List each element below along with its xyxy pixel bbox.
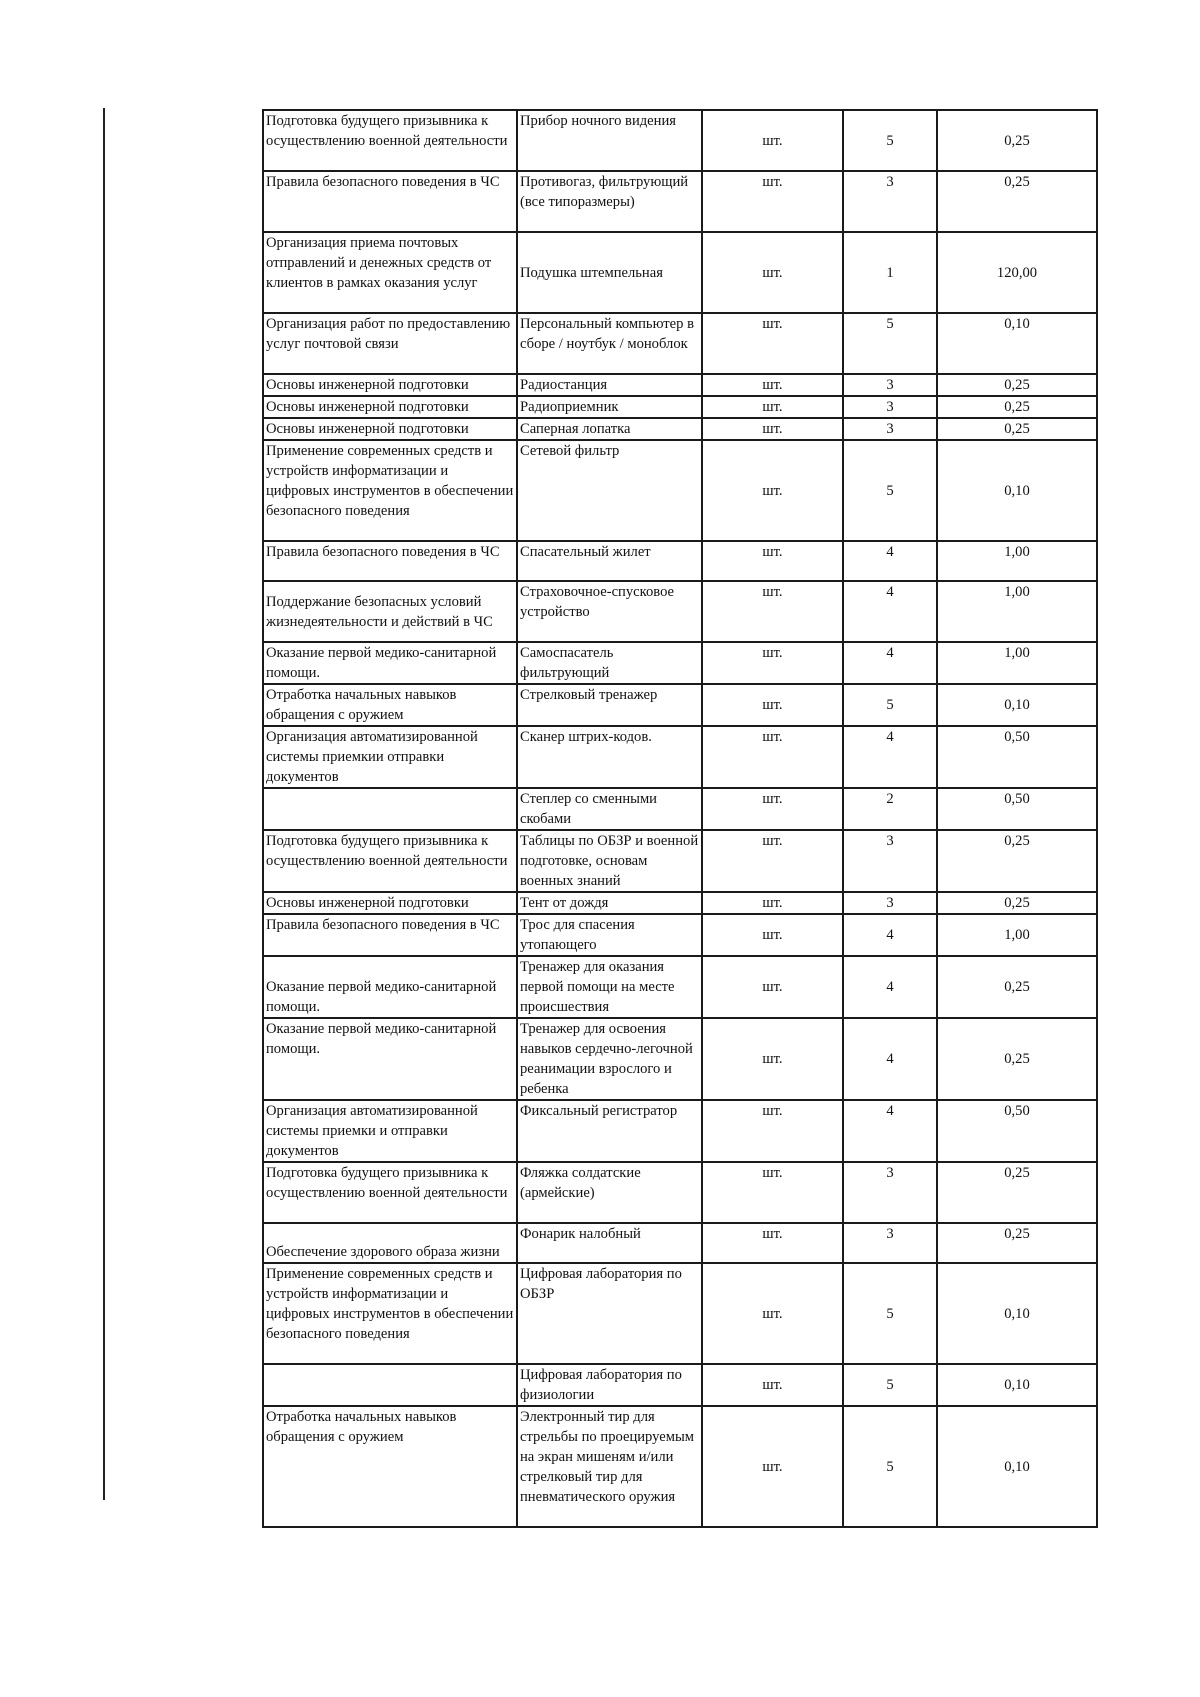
quantity-cell: 3 [843, 1223, 937, 1263]
unit-cell: шт. [702, 788, 843, 830]
rate-cell: 0,25 [937, 171, 1097, 232]
rate-cell: 0,50 [937, 1100, 1097, 1162]
quantity-cell: 1 [843, 232, 937, 313]
rate-cell: 0,50 [937, 788, 1097, 830]
unit-cell: шт. [702, 914, 843, 956]
item-name-cell: Степлер со сменными скобами [517, 788, 702, 830]
topic-cell: Оказание первой медико-санитарной помощи. [263, 642, 517, 684]
rate-cell: 0,10 [937, 1406, 1097, 1527]
unit-cell: шт. [702, 313, 843, 374]
table-row [263, 396, 1097, 418]
table-row [263, 892, 1097, 914]
unit-cell: шт. [702, 1364, 843, 1406]
topic-cell: Обеспечение здорового образа жизни [263, 1223, 517, 1263]
item-name-cell: Трос для спасения утопающего [517, 914, 702, 956]
topic-cell: Организация автоматизированной системы приемкии отправки документов [263, 726, 517, 788]
quantity-cell: 4 [843, 1100, 937, 1162]
table-row [263, 830, 1097, 892]
rate-cell: 0,25 [937, 110, 1097, 171]
quantity-cell: 5 [843, 1406, 937, 1527]
table-row [263, 684, 1097, 726]
quantity-cell: 5 [843, 1364, 937, 1406]
topic-cell [263, 1364, 517, 1406]
topic-cell: Подготовка будущего призывника к осуществлению военной деятельности [263, 830, 517, 892]
quantity-cell: 5 [843, 110, 937, 171]
unit-cell: шт. [702, 642, 843, 684]
item-name-cell: Самоспасатель фильтрующий [517, 642, 702, 684]
table-row [263, 1263, 1097, 1364]
item-name-cell: Фляжка солдатские (армейские) [517, 1162, 702, 1223]
unit-cell: шт. [702, 830, 843, 892]
table-row [263, 1100, 1097, 1162]
unit-cell: шт. [702, 1223, 843, 1263]
item-name-cell: Таблицы по ОБЗР и военной подготовке, основам военных знаний [517, 830, 702, 892]
topic-cell: Применение современных средств и устройств информатизации и цифровых инструментов в обеспечении безопасного поведения [263, 440, 517, 541]
equipment-table [262, 109, 1098, 1528]
item-name-cell: Радиоприемник [517, 396, 702, 418]
item-name-cell: Тренажер для оказания первой помощи на месте происшествия [517, 956, 702, 1018]
unit-cell: шт. [702, 171, 843, 232]
quantity-cell: 5 [843, 684, 937, 726]
quantity-cell: 4 [843, 914, 937, 956]
table-row [263, 642, 1097, 684]
table-row [263, 581, 1097, 642]
item-name-cell: Радиостанция [517, 374, 702, 396]
item-name-cell: Фонарик налобный [517, 1223, 702, 1263]
quantity-cell: 4 [843, 581, 937, 642]
rate-cell: 0,10 [937, 313, 1097, 374]
topic-cell: Организация автоматизированной системы приемки и отправки документов [263, 1100, 517, 1162]
table-row [263, 171, 1097, 232]
topic-cell: Основы инженерной подготовки [263, 418, 517, 440]
topic-cell: Основы инженерной подготовки [263, 892, 517, 914]
unit-cell: шт. [702, 1406, 843, 1527]
unit-cell: шт. [702, 110, 843, 171]
item-name-cell: Сетевой фильтр [517, 440, 702, 541]
table-row [263, 914, 1097, 956]
topic-cell: Организация работ по предоставлению услуг почтовой связи [263, 313, 517, 374]
table-row [263, 232, 1097, 313]
rate-cell: 0,10 [937, 1364, 1097, 1406]
table-row [263, 110, 1097, 171]
rate-cell: 1,00 [937, 914, 1097, 956]
unit-cell: шт. [702, 1263, 843, 1364]
table-row [263, 541, 1097, 581]
unit-cell: шт. [702, 726, 843, 788]
topic-cell: Применение современных средств и устройств информатизации и цифровых инструментов в обеспечении безопасного поведения [263, 1263, 517, 1364]
table-row [263, 313, 1097, 374]
page-margin-line [103, 108, 105, 1500]
table-row [263, 1223, 1097, 1263]
table-row [263, 956, 1097, 1018]
item-name-cell: Цифровая лаборатория по физиологии [517, 1364, 702, 1406]
item-name-cell: Тент от дождя [517, 892, 702, 914]
unit-cell: шт. [702, 1162, 843, 1223]
rate-cell: 0,10 [937, 1263, 1097, 1364]
quantity-cell: 3 [843, 396, 937, 418]
item-name-cell: Стрелковый тренажер [517, 684, 702, 726]
rate-cell: 0,25 [937, 418, 1097, 440]
rate-cell: 0,25 [937, 374, 1097, 396]
topic-cell: Отработка начальных навыков обращения с оружием [263, 1406, 517, 1527]
rate-cell: 0,25 [937, 1162, 1097, 1223]
topic-cell: Правила безопасного поведения в ЧС [263, 914, 517, 956]
unit-cell: шт. [702, 374, 843, 396]
rate-cell: 0,25 [937, 956, 1097, 1018]
rate-cell: 1,00 [937, 581, 1097, 642]
unit-cell: шт. [702, 684, 843, 726]
table-row [263, 374, 1097, 396]
unit-cell: шт. [702, 581, 843, 642]
topic-cell: Поддержание безопасных условий жизнедеятельности и действий в ЧС [263, 581, 517, 642]
quantity-cell: 3 [843, 892, 937, 914]
quantity-cell: 4 [843, 642, 937, 684]
item-name-cell: Страховочное-спусковое устройство [517, 581, 702, 642]
item-name-cell: Саперная лопатка [517, 418, 702, 440]
item-name-cell: Персональный компьютер в сборе / ноутбук / моноблок [517, 313, 702, 374]
quantity-cell: 3 [843, 374, 937, 396]
item-name-cell: Сканер штрих-кодов. [517, 726, 702, 788]
topic-cell [263, 788, 517, 830]
quantity-cell: 5 [843, 1263, 937, 1364]
quantity-cell: 3 [843, 830, 937, 892]
item-name-cell: Подушка штемпельная [517, 232, 702, 313]
rate-cell: 1,00 [937, 642, 1097, 684]
topic-cell: Правила безопасного поведения в ЧС [263, 171, 517, 232]
item-name-cell: Тренажер для освоения навыков сердечно-легочной реанимации взрослого и ребенка [517, 1018, 702, 1100]
table-row [263, 726, 1097, 788]
table-row [263, 1018, 1097, 1100]
quantity-cell: 4 [843, 726, 937, 788]
rate-cell: 0,25 [937, 1223, 1097, 1263]
topic-cell: Отработка начальных навыков обращения с оружием [263, 684, 517, 726]
topic-cell: Оказание первой медико-санитарной помощи. [263, 956, 517, 1018]
table-row [263, 440, 1097, 541]
unit-cell: шт. [702, 892, 843, 914]
topic-cell: Правила безопасного поведения в ЧС [263, 541, 517, 581]
rate-cell: 0,50 [937, 726, 1097, 788]
table-row [263, 418, 1097, 440]
quantity-cell: 3 [843, 1162, 937, 1223]
rate-cell: 1,00 [937, 541, 1097, 581]
rate-cell: 120,00 [937, 232, 1097, 313]
quantity-cell: 4 [843, 956, 937, 1018]
unit-cell: шт. [702, 418, 843, 440]
equipment-table-body [263, 110, 1097, 1527]
quantity-cell: 4 [843, 541, 937, 581]
quantity-cell: 3 [843, 171, 937, 232]
topic-cell: Подготовка будущего призывника к осуществлению военной деятельности [263, 1162, 517, 1223]
item-name-cell: Фиксальный регистратор [517, 1100, 702, 1162]
item-name-cell: Цифровая лаборатория по ОБЗР [517, 1263, 702, 1364]
table-row [263, 1364, 1097, 1406]
item-name-cell: Противогаз, фильтрующий (все типоразмеры) [517, 171, 702, 232]
rate-cell: 0,25 [937, 830, 1097, 892]
topic-cell: Организация приема почтовых отправлений и денежных средств от клиентов в рамках оказания услуг [263, 232, 517, 313]
quantity-cell: 5 [843, 440, 937, 541]
quantity-cell: 5 [843, 313, 937, 374]
topic-cell: Оказание первой медико-санитарной помощи. [263, 1018, 517, 1100]
item-name-cell: Электронный тир для стрельбы по проецируемым на экран мишеням и/или стрелковый тир для пневматического оружия [517, 1406, 702, 1527]
rate-cell: 0,25 [937, 1018, 1097, 1100]
quantity-cell: 3 [843, 418, 937, 440]
unit-cell: шт. [702, 232, 843, 313]
unit-cell: шт. [702, 1018, 843, 1100]
rate-cell: 0,25 [937, 396, 1097, 418]
table-row [263, 1406, 1097, 1527]
unit-cell: шт. [702, 440, 843, 541]
table-row [263, 788, 1097, 830]
table-row [263, 1162, 1097, 1223]
quantity-cell: 2 [843, 788, 937, 830]
rate-cell: 0,25 [937, 892, 1097, 914]
item-name-cell: Спасательный жилет [517, 541, 702, 581]
rate-cell: 0,10 [937, 440, 1097, 541]
unit-cell: шт. [702, 956, 843, 1018]
unit-cell: шт. [702, 396, 843, 418]
unit-cell: шт. [702, 1100, 843, 1162]
unit-cell: шт. [702, 541, 843, 581]
rate-cell: 0,10 [937, 684, 1097, 726]
quantity-cell: 4 [843, 1018, 937, 1100]
topic-cell: Основы инженерной подготовки [263, 374, 517, 396]
topic-cell: Подготовка будущего призывника к осуществлению военной деятельности [263, 110, 517, 171]
topic-cell: Основы инженерной подготовки [263, 396, 517, 418]
item-name-cell: Прибор ночного видения [517, 110, 702, 171]
